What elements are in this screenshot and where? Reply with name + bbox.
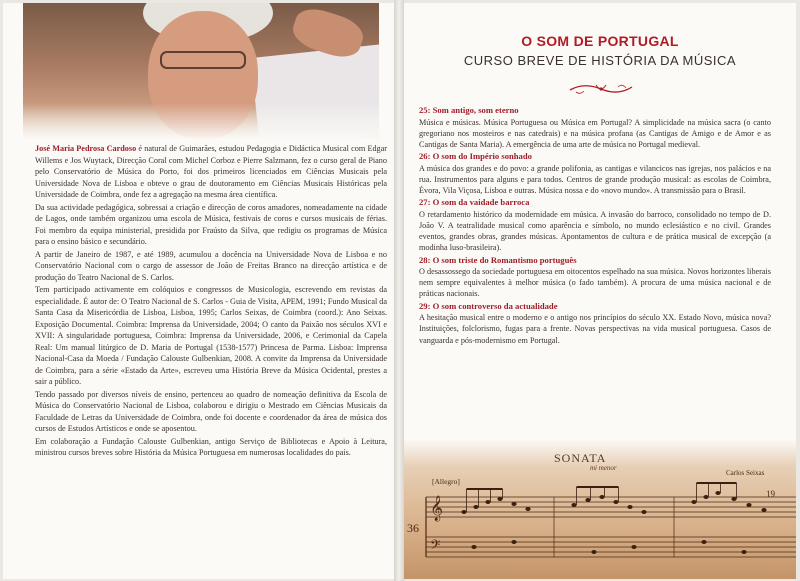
bio-paragraph: Tendo passado por diversos níveis de ensino, pertenceu ao quadro de nomeação definitiva da Escola de Música do Conservatório Nacional de Lisboa, colaborou e dirigiu o Mestrado em Ciências Musicais da Faculdade de Letras da Universidade de Coimbra, onde foi docente e coordenador da área de música dos cursos de Estudos Artísticos e onde se aposentou. bbox=[35, 389, 387, 433]
book-gutter bbox=[394, 0, 404, 581]
lesson-title: 28: O som triste do Romantismo português bbox=[419, 254, 577, 265]
lesson-item bbox=[419, 105, 771, 150]
author-portrait bbox=[23, 3, 379, 141]
lesson-title: 29: O som controverso da actualidade bbox=[419, 300, 558, 311]
lesson-description: A hesitação musical entre o moderno e o antigo nos princípios do século XX. Estado Novo, música nova? Instituições, folclorismo, fugas para a frente. Novas perspectivas na vida musical portuguesa. Casos de vanguarda e pós-modernismo em Portugal. bbox=[419, 313, 771, 345]
right-page bbox=[404, 3, 796, 579]
measure-number-right: 19 bbox=[766, 489, 775, 499]
score-tempo: [Allegro] bbox=[432, 477, 460, 486]
bio-paragraph: Tem participado activamente em colóquios e congressos de Musicologia, escrevendo em revistas da especialidade. É autor de: O Teatro Nacional de S. Carlos - Guia de Visita, APEM, 1991; Fundo Musical da Santa Casa da Misericórdia de Lisboa, Lisboa, 1995; Carlos Seixas, de Coimbra (coord.): Ano Seixas. Exposição Documental. Coimbra: Imprensa da Universidade, 2004; O canto da Paixão nos séculos XVI e XVII: A singularidade portuguesa, Coimbra: Imprensa da Universidade, 2006, e Cerimonial da Capela Real: Um manual litúrgico de D. Maria de Portugal (1538-1577) Princesa de Parma. Lisboa: Imprensa Nacional-Casa da Moeda / Fundação Calouste Gulbenkian, 2008. A convite da Imprensa da Universidade de Coimbra, para a série «Estado da Arte», escreveu uma História Breve da Música Ocidental, prestes a sair a público. bbox=[35, 285, 387, 386]
score-composer: Carlos Seixas bbox=[726, 469, 765, 477]
lesson-description: Música e músicas. Música Portuguesa ou Música em Portugal? A simplicidade na música sacra (o canto gregoriano nos mosteiros e nas catedrais) e na música profana (as Cantigas de Amigo e de Amor e as Cantigas de Santa Maria). A emergência de uma arte de música no Portugal medieval. bbox=[419, 117, 771, 149]
ornament-icon bbox=[566, 79, 636, 97]
lesson-item bbox=[419, 151, 771, 196]
measure-number: 36 bbox=[407, 521, 419, 535]
author-biography bbox=[35, 143, 387, 460]
lesson-list bbox=[419, 105, 771, 347]
svg-text:𝄢: 𝄢 bbox=[430, 537, 441, 556]
lesson-title: 27: O som da vaidade barroca bbox=[419, 197, 530, 208]
lesson-item bbox=[419, 197, 771, 253]
score-title: SONATA bbox=[554, 451, 607, 465]
lesson-description: O retardamento histórico da modernidade em música. A invasão do barroco, consolidado no tempo de D. João V. A teatralidade musical como aparência e símbolo, no mundo eclesiástico e no civil. Grandes eventos, grandes obras, grandes músicas. Apontamentos de cultura e de prática musical de excepção (a modinha luso-brasileira). bbox=[419, 209, 771, 253]
bio-paragraph: Em colaboração a Fundação Calouste Gulbenkian, antigo Serviço de Bibliotecas e Apoio à Leitura, ministrou cursos breves sobre História da Música Portuguesa em numerosas localidades do país. bbox=[35, 436, 387, 457]
bio-paragraph: A partir de Janeiro de 1987, e até 1989, acumulou a docência na Universidade Nova de Lisboa e no Conservatório Nacional com o cargo de assessor de João de Freitas Branco na direcção artística e de produção do Teatro Nacional de S. Carlos. bbox=[35, 249, 387, 282]
bio-paragraph: Da sua actividade pedagógica, sobressai a criação e direcção de coros amadores, nomeadamente na cidade de Lagos, onde também organizou uma escola de Música, festivais de coros e cursos musicais de férias. Foi membro da equipa ministerial, presidida por Fraústo da Silva, que redigiu os programas de Música para o ensino básico e secundário. bbox=[35, 202, 387, 246]
page-title: O SOM DE PORTUGAL bbox=[521, 33, 679, 49]
page-subtitle: CURSO BREVE DE HISTÓRIA DA MÚSICA bbox=[463, 53, 737, 68]
left-page bbox=[3, 3, 394, 579]
bio-intro-paragraph: José Maria Pedrosa Cardoso é natural de Guimarães, estudou Pedagogia e Didáctica Musical com Edgar Willems e Jos Wuytack, Direcção Coral com Michel Corboz e Pierre Salzmann, fez o curso geral de Piano pelo Conservatório de Música do Porto, foi dos primeiros licenciados em Ciências Musicais pela Universidade Nova de Lisboa e obteve o grau de doutoramento em Ciências Musicais Históricas pela Universidade de Coimbra, onde fez a agregação na mesma área científica. bbox=[35, 144, 387, 199]
lesson-description: O desassossego da sociedade portuguesa em oitocentos espelhado na sua música. Novos horizontes liberais nem sempre equivalentes à melhor música (o fado também). A procura de uma música nacional e de práticas nacionais. bbox=[419, 267, 771, 299]
lesson-title: 25: Som antigo, som eterno bbox=[419, 105, 519, 115]
sheet-music-image bbox=[404, 439, 796, 579]
author-name: José Maria Pedrosa Cardoso bbox=[35, 144, 137, 153]
svg-text:𝄞: 𝄞 bbox=[430, 496, 444, 521]
score-key: mi menor bbox=[590, 464, 617, 472]
lesson-title: 26: O som do Império sonhado bbox=[419, 151, 532, 162]
lesson-item bbox=[419, 255, 771, 300]
lesson-description: A música dos grandes e do povo: a grande polifonia, as cantigas e vilancicos nas igrejas, nos palácios e na rua. Instrumentos para alguns e para todos. Centros de grande produção musical: as escolas de Coimbra, Évora, Vila Viçosa, Lisboa e outras. Música nossa e do «novo mundo». A transmissão para o Brasil. bbox=[419, 163, 771, 196]
lesson-item bbox=[419, 301, 771, 346]
